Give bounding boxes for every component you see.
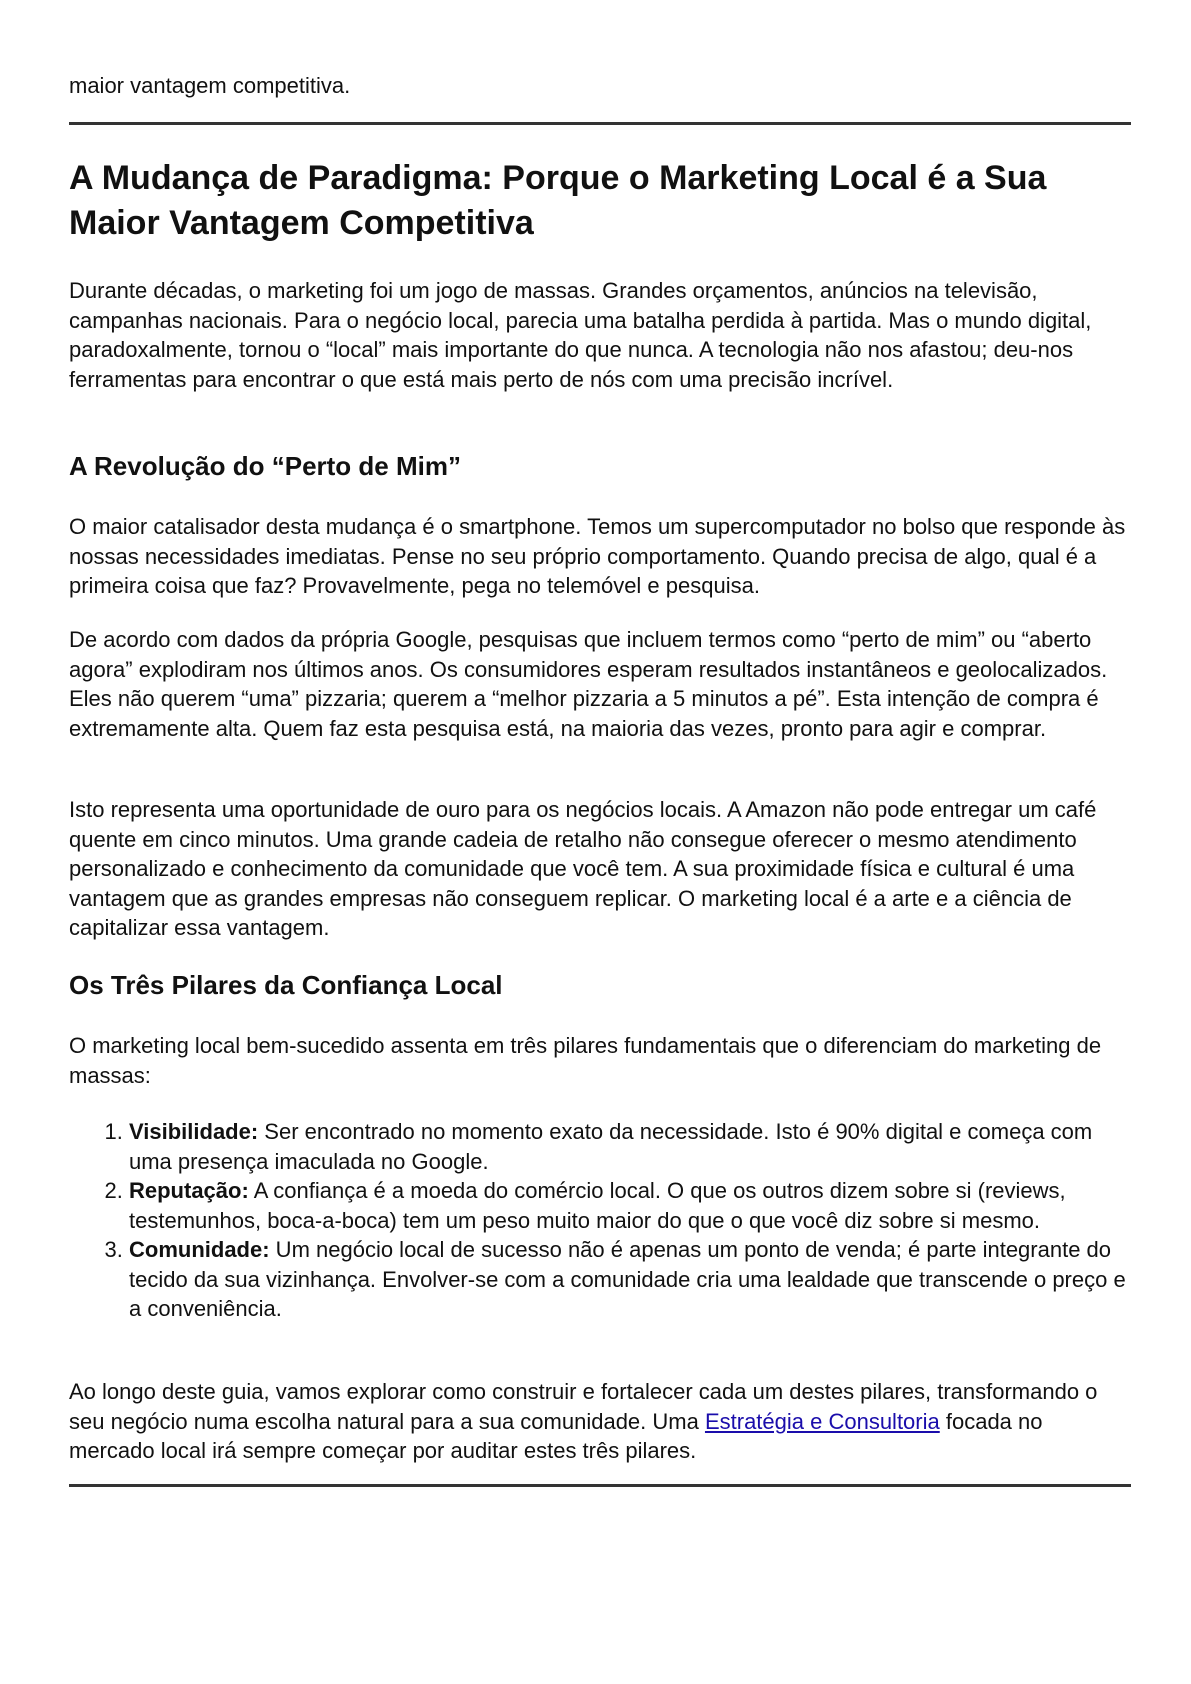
top-fragment-text: maior vantagem competitiva.	[69, 73, 351, 98]
estrategia-consultoria-link[interactable]: Estratégia e Consultoria	[704, 1408, 940, 1434]
list-item	[129, 1235, 1131, 1324]
closing-text-before-link: Ao longo deste guia, vamos explorar como construir e fortalecer cada um destes pilares, transformando o seu negócio numa escolha natural para a sua comunidade. Uma	[69, 1379, 1098, 1434]
list-item	[129, 1176, 1131, 1235]
section-divider-bottom	[69, 1484, 1131, 1487]
pillars-list	[69, 1117, 1131, 1324]
closing-text-after-link: focada no mercado local irá sempre começar por auditar estes três pilares.	[69, 1408, 1043, 1463]
closing-paragraph	[69, 1377, 1131, 1466]
list-item	[129, 1117, 1131, 1176]
section2-intro-paragraph: O marketing local bem-sucedido assenta em três pilares fundamentais que o diferenciam do marketing de massas:	[69, 1033, 1102, 1088]
section-divider-top	[69, 122, 1131, 125]
section1-paragraph-3: Isto representa uma oportunidade de ouro para os negócios locais. A Amazon não pode entregar um café quente em cinco minutos. Uma grande cadeia de retalho não consegue oferecer o mesmo atendimento personalizado e conhecimento da comunidade que você tem. A sua proximidade física e cultural é uma vantagem que as grandes empresas não conseguem replicar. O marketing local é a arte e a ciência de capitalizar essa vantagem.	[69, 797, 1097, 940]
section-heading-tres-pilares: Os Três Pilares da Confiança Local	[69, 970, 503, 1000]
intro-paragraph: Durante décadas, o marketing foi um jogo de massas. Grandes orçamentos, anúncios na televisão, campanhas nacionais. Para o negócio local, parecia uma batalha perdida à partida. Mas o mundo digital, paradoxalmente, tornou o “local” mais importante do que nunca. A tecnologia não nos afastou; deu-nos ferramentas para encontrar o que está mais perto de nós com uma precisão incrível.	[69, 278, 1092, 392]
section1-paragraph-2: De acordo com dados da própria Google, pesquisas que incluem termos como “perto de mim” ou “aberto agora” explodiram nos últimos anos. Os consumidores esperam resultados instantâneos e geolocalizados. Eles não querem “uma” pizzaria; querem a “melhor pizzaria a 5 minutos a pé”. Esta intenção de compra é extremamente alta. Quem faz esta pesquisa está, na maioria das vezes, pronto para agir e comprar.	[69, 627, 1108, 741]
pillar-description: Ser encontrado no momento exato da necessidade. Isto é 90% digital e começa com uma presença imaculada no Google.	[129, 1119, 1093, 1174]
section-heading-perto-de-mim: A Revolução do “Perto de Mim”	[69, 451, 461, 481]
pillar-description: A confiança é a moeda do comércio local. O que os outros dizem sobre si (reviews, testemunhos, boca-a-boca) tem um peso muito maior do que o que você diz sobre si mesmo.	[129, 1178, 1066, 1233]
pillar-description: Um negócio local de sucesso não é apenas um ponto de venda; é parte integrante do tecido da sua vizinhança. Envolver-se com a comunidade cria uma lealdade que transcende o preço e a conveniência.	[129, 1237, 1126, 1321]
page-title: A Mudança de Paradigma: Porque o Marketing Local é a Sua Maior Vantagem Competitiva	[69, 159, 1047, 242]
section1-paragraph-1: O maior catalisador desta mudança é o smartphone. Temos um supercomputador no bolso que responde às nossas necessidades imediatas. Pense no seu próprio comportamento. Quando precisa de algo, qual é a primeira coisa que faz? Provavelmente, pega no telemóvel e pesquisa.	[69, 514, 1126, 598]
pillar-term: Reputação:	[129, 1178, 249, 1203]
pillar-term: Visibilidade:	[129, 1119, 259, 1144]
pillar-term: Comunidade:	[129, 1237, 270, 1262]
